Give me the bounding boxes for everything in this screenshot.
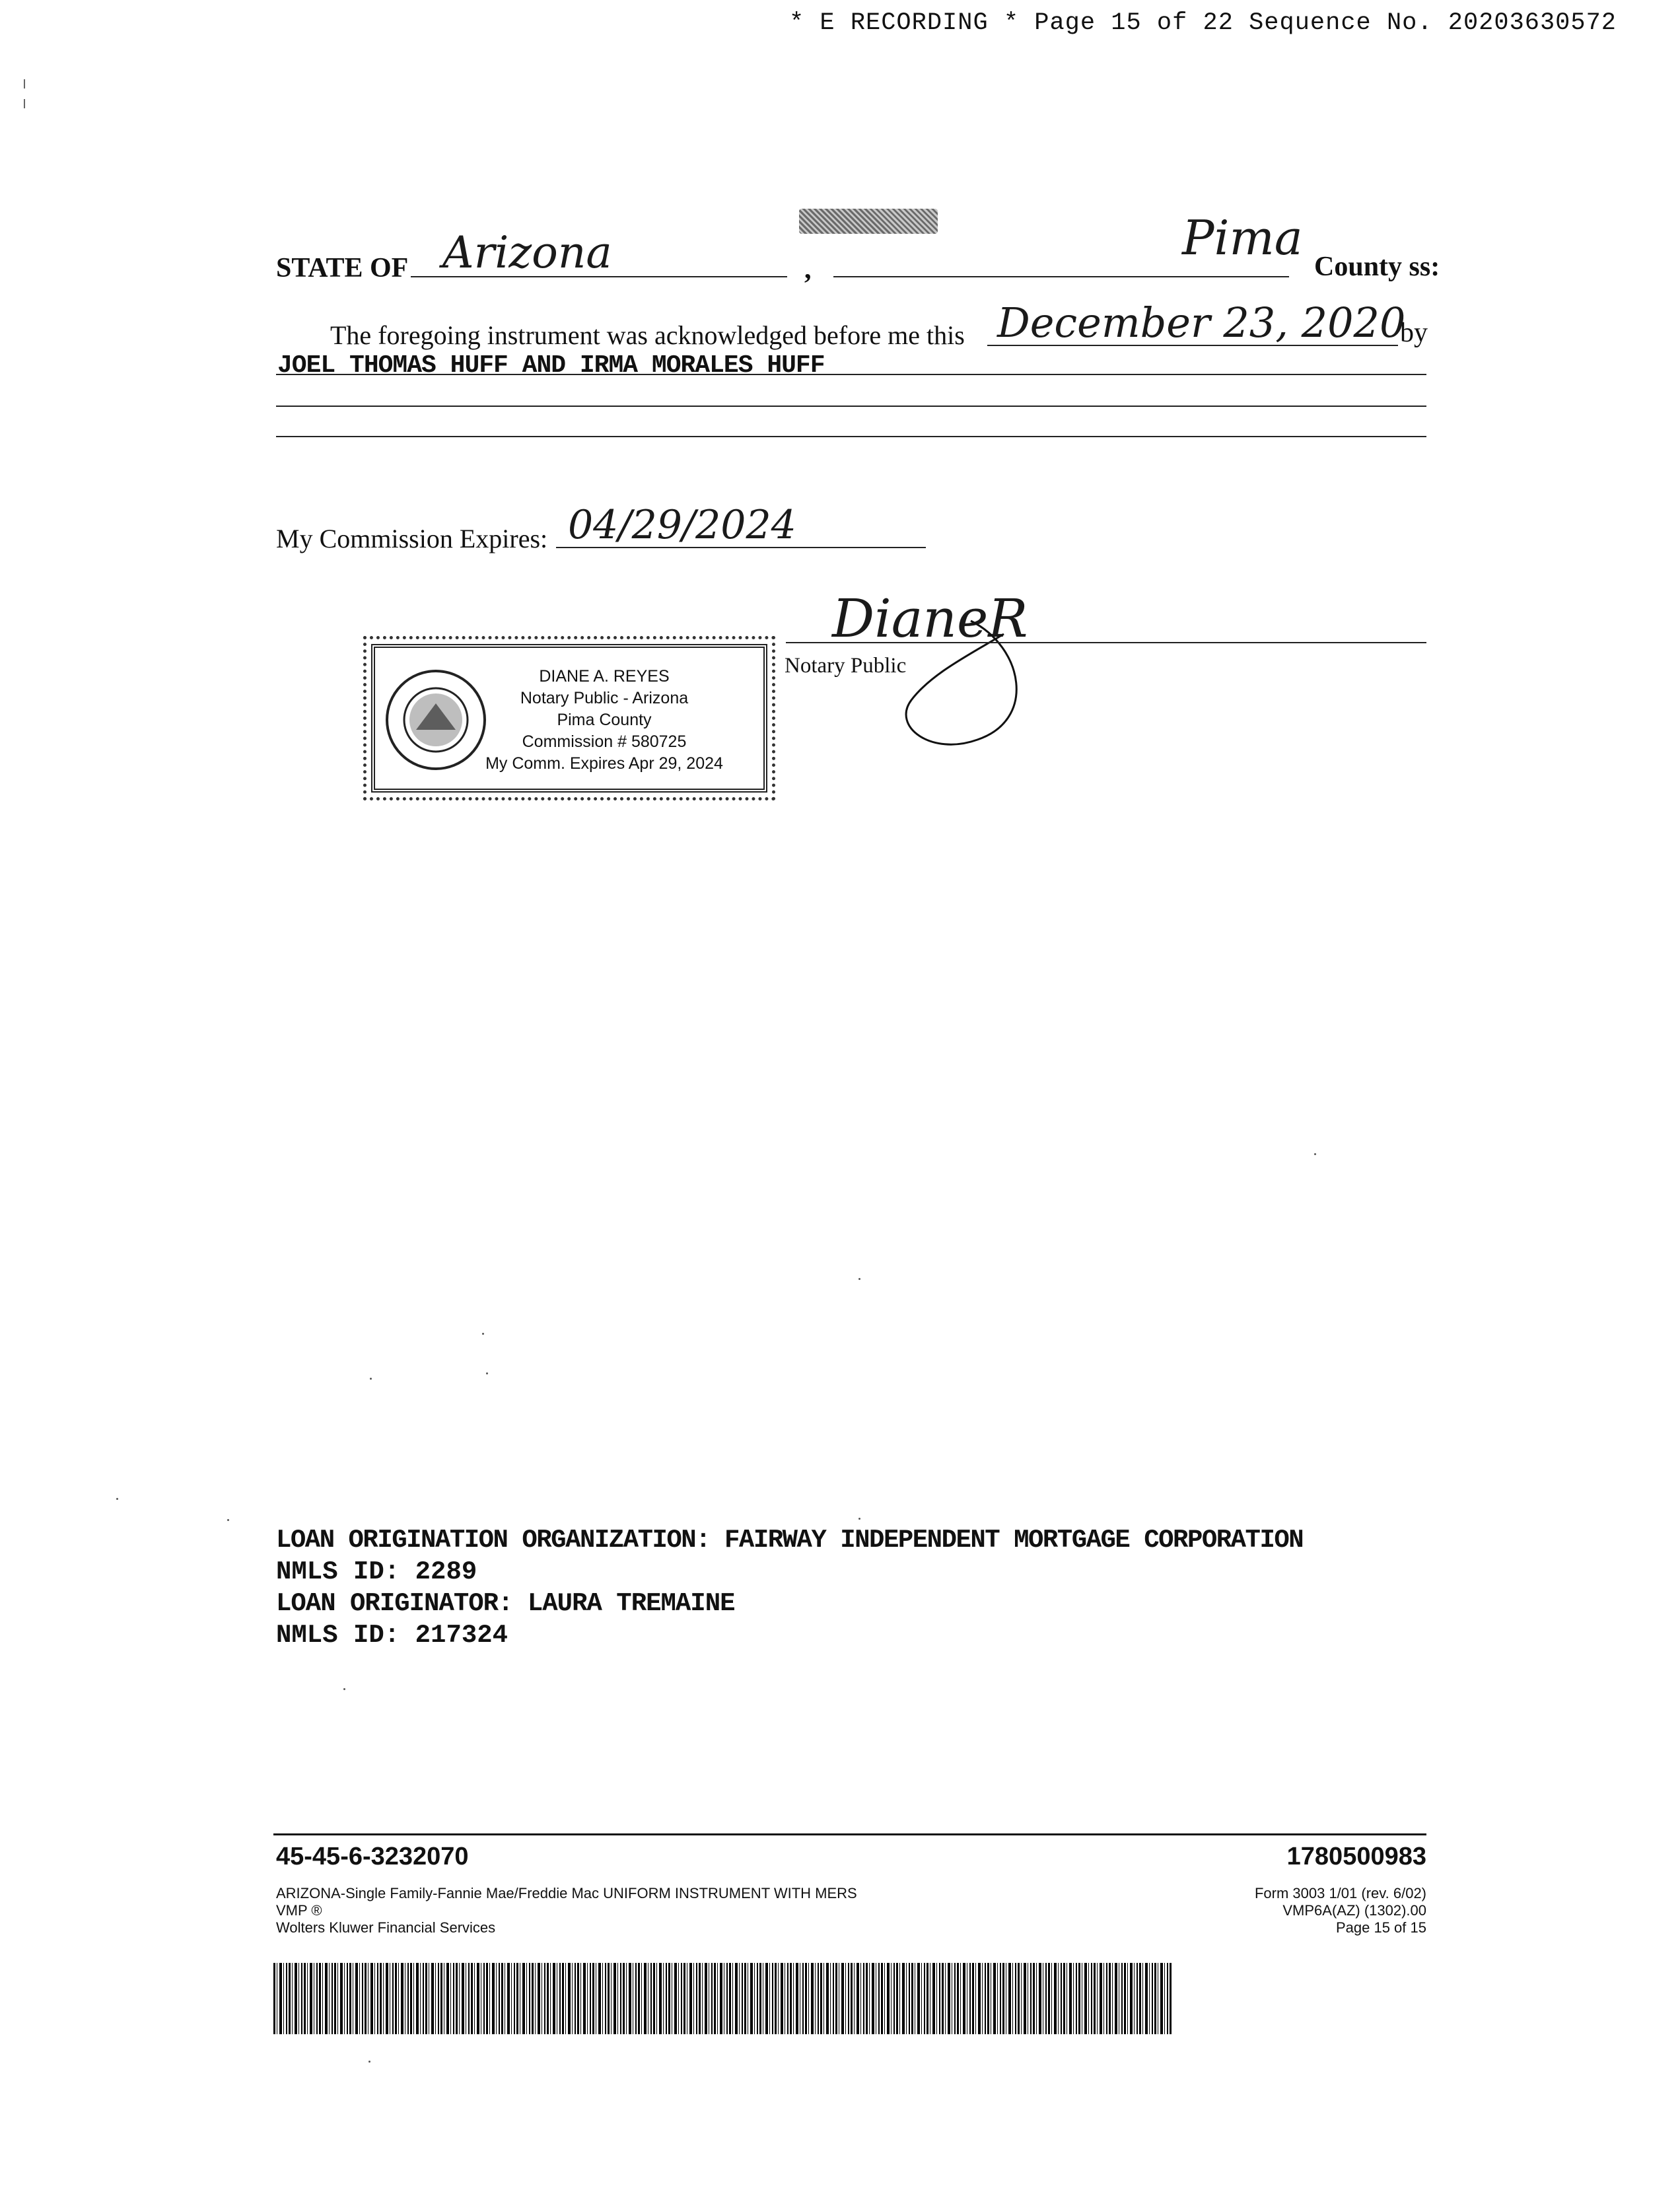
scan-speck [370, 1378, 372, 1380]
scan-tick-marks-2 [24, 99, 25, 108]
scan-speck [116, 1498, 118, 1500]
county-label: County ss: [1314, 252, 1440, 282]
scan-speck [482, 1333, 484, 1335]
scan-speck [1314, 1153, 1316, 1155]
state-of-label: STATE OF [276, 253, 409, 283]
loan-number-left: 45-45-6-3232070 [276, 1843, 469, 1870]
notary-stamp-text [462, 666, 746, 775]
form-number: Form 3003 1/01 (rev. 6/02) [1254, 1885, 1426, 1901]
blank-line-3 [276, 436, 1426, 437]
publisher-name: Wolters Kluwer Financial Services [276, 1919, 496, 1936]
loan-number-right: 1780500983 [1286, 1843, 1426, 1870]
notary-commission-number: Commission # 580725 [522, 732, 687, 751]
commission-expiry-handwritten: 04/29/2024 [568, 502, 796, 548]
scan-speck [227, 1519, 229, 1521]
scan-speck [858, 1278, 860, 1280]
acknowledged-persons: JOEL THOMAS HUFF AND IRMA MORALES HUFF [277, 351, 825, 380]
form-description: ARIZONA-Single Family-Fannie Mae/Freddie Mac UNIFORM INSTRUMENT WITH MERS [276, 1885, 857, 1901]
date-handwritten: December 23, 2020 [997, 299, 1406, 347]
vmp-label: VMP ® [276, 1902, 322, 1919]
notary-signature-line [786, 642, 1426, 643]
county-blank-line [833, 276, 1289, 277]
persons-line [276, 374, 1426, 375]
organization-nmls-id: NMLS ID: 2289 [276, 1557, 477, 1586]
commission-expires-label: My Commission Expires: [276, 524, 548, 553]
notary-commission-expires: My Comm. Expires Apr 29, 2024 [485, 754, 723, 773]
barcode [273, 1963, 1172, 2034]
scan-speck [486, 1372, 488, 1374]
notary-public-label: Notary Public [785, 654, 907, 678]
originator-nmls-id: NMLS ID: 217324 [276, 1621, 508, 1650]
loan-originator: LOAN ORIGINATOR: LAURA TREMAINE [276, 1589, 735, 1618]
scan-speck [858, 1518, 860, 1520]
notary-signature: DianeR [832, 588, 1028, 649]
loan-origination-organization: LOAN ORIGINATION ORGANIZATION: FAIRWAY INDEPENDENT MORTGAGE CORPORATION [276, 1526, 1304, 1555]
state-handwritten: Arizona [442, 227, 612, 278]
foregoing-text: The foregoing instrument was acknowledged before me this [330, 320, 965, 350]
notary-title: Notary Public - Arizona [520, 689, 689, 707]
notary-name: DIANE A. REYES [539, 667, 670, 686]
notary-county: Pima County [557, 711, 652, 729]
footer-rule [273, 1833, 1426, 1835]
signature-loop [872, 608, 1043, 766]
vmp-code: VMP6A(AZ) (1302).00 [1282, 1902, 1426, 1919]
comma-separator: , [804, 254, 812, 285]
page-number: Page 15 of 15 [1335, 1919, 1426, 1936]
by-label: by [1400, 318, 1428, 348]
recording-stamp: * E RECORDING * Page 15 of 22 Sequence No. 20203630572 [789, 9, 1617, 37]
county-handwritten: Pima [1182, 210, 1303, 266]
redacted-mark [799, 209, 938, 234]
scan-speck [368, 2061, 370, 2063]
scan-speck [343, 1688, 345, 1690]
blank-line-2 [276, 406, 1426, 407]
scan-tick-marks [24, 79, 25, 89]
